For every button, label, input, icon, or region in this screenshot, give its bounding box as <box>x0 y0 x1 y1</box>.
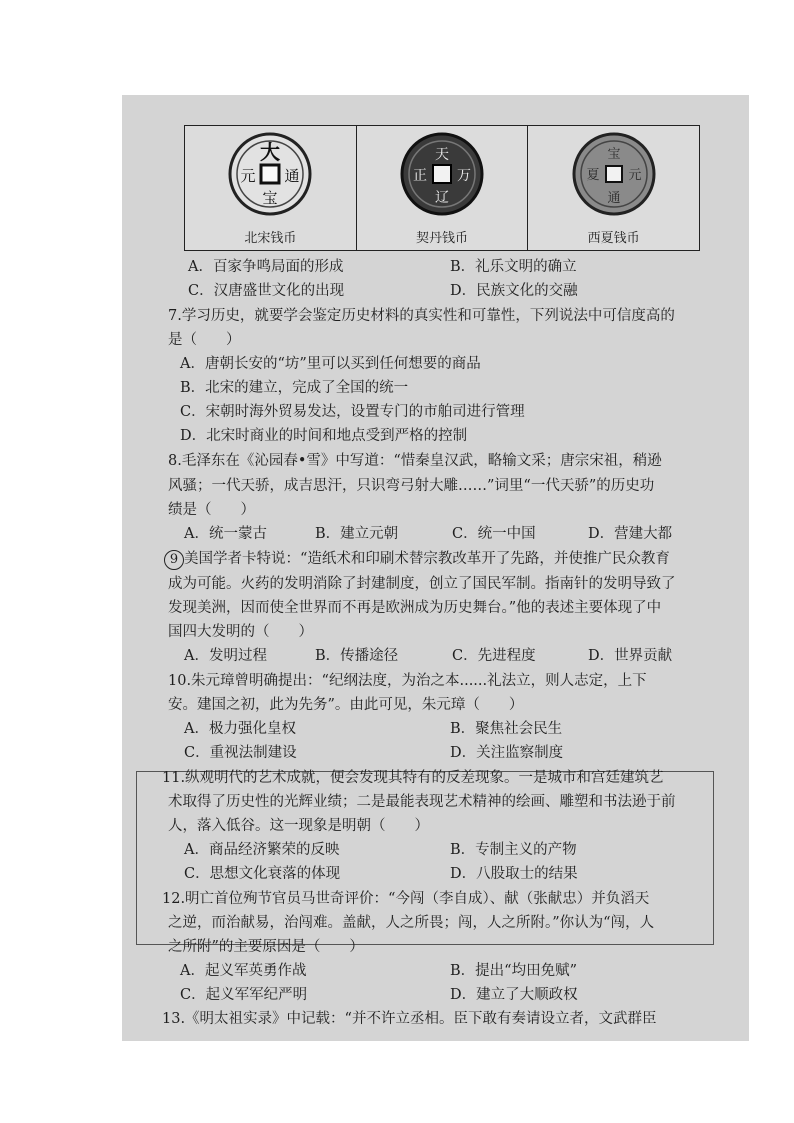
q12-stem-line3: 之所附”的主要原因是（ ） <box>168 939 364 955</box>
svg-text:元: 元 <box>628 168 642 183</box>
svg-text:万: 万 <box>457 168 471 184</box>
q9-option-a: A．发明过程 <box>184 648 267 664</box>
q6-option-b: B．礼乐文明的确立 <box>450 259 577 275</box>
q11-option-c: C．思想文化衰落的体现 <box>184 866 341 882</box>
q9-stem-line4: 国四大发明的（ ） <box>168 624 313 640</box>
q7-option-a: A．唐朝长安的“坊”里可以买到任何想要的商品 <box>180 356 481 372</box>
q9-stem-text1: 美国学者卡特说：“造纸术和印刷术替宗教改革开了先路，并使推广民众教育 <box>184 551 670 567</box>
q8-option-d: D．营建大都 <box>588 526 673 542</box>
q8-option-c: C．统一中国 <box>452 526 536 542</box>
q10-option-b: B．聚焦社会民生 <box>450 721 563 737</box>
exam-sheet <box>122 95 749 1041</box>
q8-stem-line2: 风骚；一代天骄，成吉思汗，只识弯弓射大雕……”词里“一代天骄”的历史功 <box>168 478 655 494</box>
coin-cell-song <box>185 126 357 250</box>
q9-option-b: B．传播途径 <box>315 648 399 664</box>
q11-stem-line2: 术取得了历史性的光辉业绩；二是最能表现艺术精神的绘画、雕塑和书法逊于前 <box>168 794 676 810</box>
svg-text:正: 正 <box>413 168 427 184</box>
q6-option-c: C．汉唐盛世文化的出现 <box>188 283 345 299</box>
q8-stem-line1: 8.毛泽东在《沁园春•雪》中写道：“惜秦皇汉武，略输文采；唐宗宋祖，稍逊 <box>168 453 662 469</box>
q11-stem-line1: 11.纵观明代的艺术成就，便会发现其特有的反差现象。一是城市和宫廷建筑艺 <box>162 770 664 786</box>
q7-stem-line1: 7.学习历史，就要学会鉴定历史材料的真实性和可靠性，下列说法中可信度高的 <box>168 308 675 324</box>
q9-option-d: D．世界贡献 <box>588 648 673 664</box>
q7-option-c: C．宋朝时海外贸易发达，设置专门的市舶司进行管理 <box>180 404 525 420</box>
q8-stem-line3: 绩是（ ） <box>168 502 255 518</box>
svg-text:辽: 辽 <box>435 190 449 206</box>
q9-number-circled: 9 <box>164 550 184 570</box>
svg-text:通: 通 <box>284 167 300 185</box>
q12-option-b: B．提出“均田免赋” <box>450 963 577 979</box>
q12-option-c: C．起义军军纪严明 <box>180 987 308 1003</box>
western-xia-coin-image <box>572 132 656 216</box>
q9-option-c: C．先进程度 <box>452 648 536 664</box>
coin-cell-xixia <box>528 126 699 250</box>
q6-option-a: A．百家争鸣局面的形成 <box>188 259 344 275</box>
svg-text:大: 大 <box>260 140 281 164</box>
q10-option-a: A．极力强化皇权 <box>184 721 296 737</box>
northern-song-coin-image <box>228 132 312 216</box>
q13-stem-line1: 13.《明太祖实录》中记载：“并不许立丞相。臣下敢有奏请设立者，文武群臣 <box>162 1011 657 1027</box>
q7-option-b: B．北宋的建立，完成了全国的统一 <box>180 380 409 396</box>
q9-stem-line3: 发现美洲，因而使全世界而不再是欧洲成为历史舞台。”他的表述主要体现了中 <box>168 600 662 616</box>
q7-option-d: D．北宋时商业的时间和地点受到严格的控制 <box>180 428 468 444</box>
coin-label-xixia: 西夏钱币 <box>587 231 640 246</box>
q10-option-c: C．重视法制建设 <box>184 745 297 761</box>
q11-option-a: A．商品经济繁荣的反映 <box>184 842 340 858</box>
coin-cell-khitan <box>357 126 529 250</box>
q11-option-b: B．专制主义的产物 <box>450 842 577 858</box>
svg-text:宝: 宝 <box>262 189 278 207</box>
khitan-coin-image <box>400 132 484 216</box>
q12-stem-line1: 12.明亡首位殉节官员马世奇评价：“今闯（李自成）、献（张献忠）并负滔天 <box>162 891 650 907</box>
q11-option-d: D．八股取士的结果 <box>450 866 578 882</box>
svg-text:宝: 宝 <box>607 147 621 162</box>
svg-text:通: 通 <box>607 191 621 206</box>
q12-stem-line2: 之逆，而治献易，治闯难。盖献，人之所畏；闯，人之所附。”你认为“闯，人 <box>168 915 655 931</box>
svg-text:元: 元 <box>240 167 256 185</box>
svg-text:天: 天 <box>435 147 449 163</box>
coin-label-song: 北宋钱币 <box>244 231 297 246</box>
q8-option-b: B．建立元朝 <box>315 526 399 542</box>
q10-stem-line1: 10.朱元璋曾明确提出：“纪纲法度，为治之本......礼法立，则人志定，上下 <box>168 673 647 689</box>
q11-stem-line3: 人，落入低谷。这一现象是明朝（ ） <box>168 818 429 834</box>
svg-text:夏: 夏 <box>586 168 600 183</box>
coin-label-khitan: 契丹钱币 <box>416 231 469 246</box>
q9-stem-line1 <box>164 549 670 570</box>
coin-table <box>184 125 700 251</box>
q6-option-d: D．民族文化的交融 <box>450 283 578 299</box>
q9-stem-line2: 成为可能。火药的发明消除了封建制度，创立了国民军制。指南针的发明导致了 <box>168 576 676 592</box>
q8-option-a: A．统一蒙古 <box>184 526 267 542</box>
q7-stem-line2: 是（ ） <box>168 332 241 348</box>
q10-option-d: D．关注监察制度 <box>450 745 564 761</box>
q12-option-a: A．起义军英勇作战 <box>180 963 307 979</box>
q10-stem-line2: 安。建国之初，此为先务”。由此可见，朱元璋（ ） <box>168 697 524 713</box>
q12-option-d: D．建立了大顺政权 <box>450 987 578 1003</box>
